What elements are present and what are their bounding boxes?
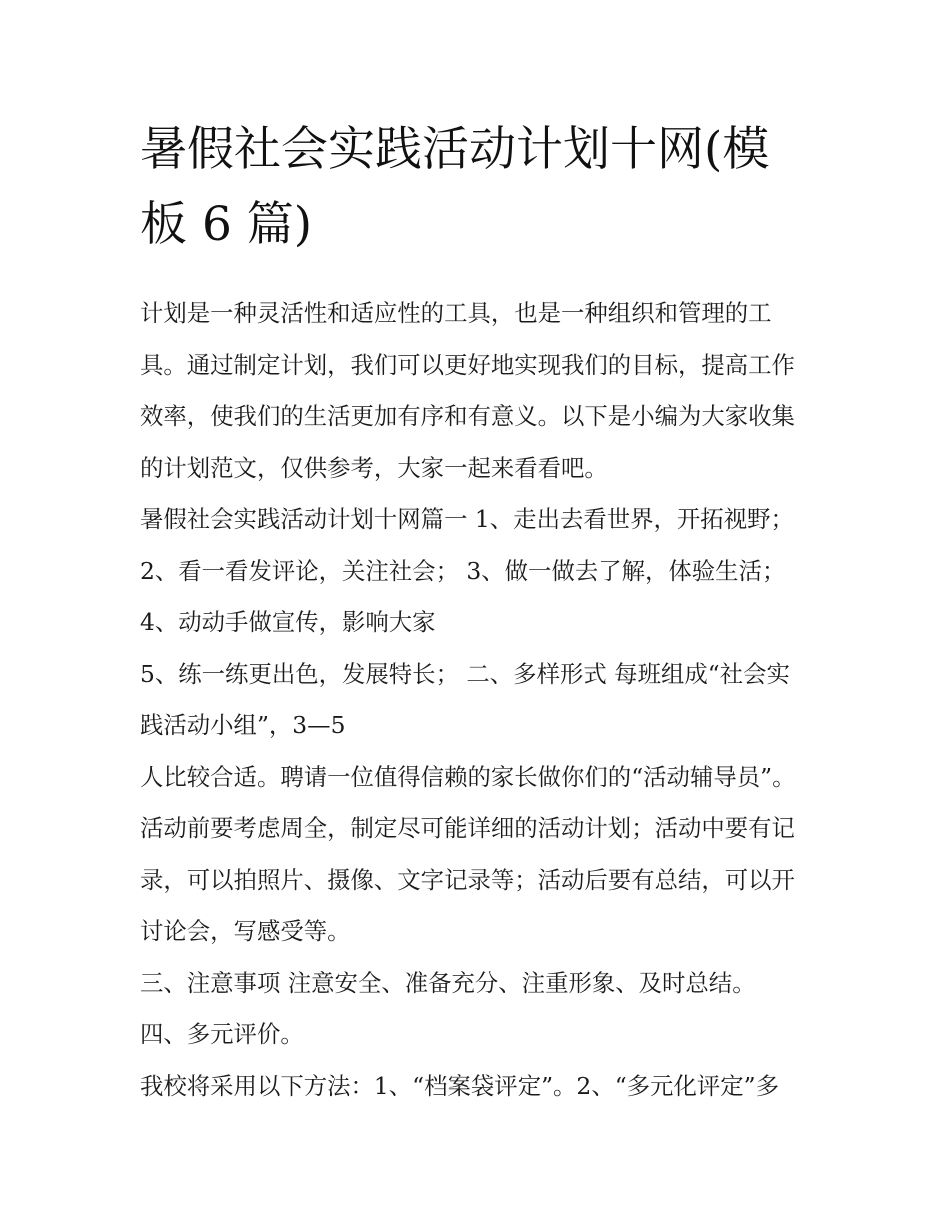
document-title: 暑假社会实践活动计划十网(模板 6 篇) — [140, 122, 770, 252]
document-page — [140, 112, 812, 1112]
notices-paragraph: 三、注意事项 注意安全、准备充分、注重形象、及时总结。 — [140, 968, 756, 997]
plan-forms-paragraph: 5、练一练更出色，发展特长； 二、多样形式 每班组成“社会实践活动小组”，3—5 — [140, 659, 790, 739]
evaluation-methods-paragraph: 我校将采用以下方法：1、“档案袋评定”。2、“多元化评定”多 — [140, 1071, 779, 1100]
document-body — [140, 288, 812, 1112]
evaluation-heading: 四、多元评价。 — [140, 1020, 304, 1048]
intro-paragraph: 计划是一种灵活性和适应性的工具，也是一种组织和管理的工具。通过制定计划，我们可以更好地实现我们的目标，提高工作效率，使我们的生活更加有序和有意义。以下是小编为大家收集的计划范文，仅供参考，大家一起来看看吧。 — [140, 299, 795, 482]
group-guidance-paragraph: 人比较合适。聘请一位值得信赖的家长做你们的“活动辅导员”。活动前要考虑周全，制定尽可能详细的活动计划；活动中要有记录，可以拍照片、摄像、文字记录等；活动后要有总结，可以开讨论会，写感受等。 — [140, 762, 796, 945]
plan-goals-paragraph: 暑假社会实践活动计划十网篇一 1、走出去看世界，开拓视野； 2、看一看发评论，关注社会； 3、做一做去了解，体验生活； 4、动动手做宣传，影响大家 — [140, 505, 794, 636]
